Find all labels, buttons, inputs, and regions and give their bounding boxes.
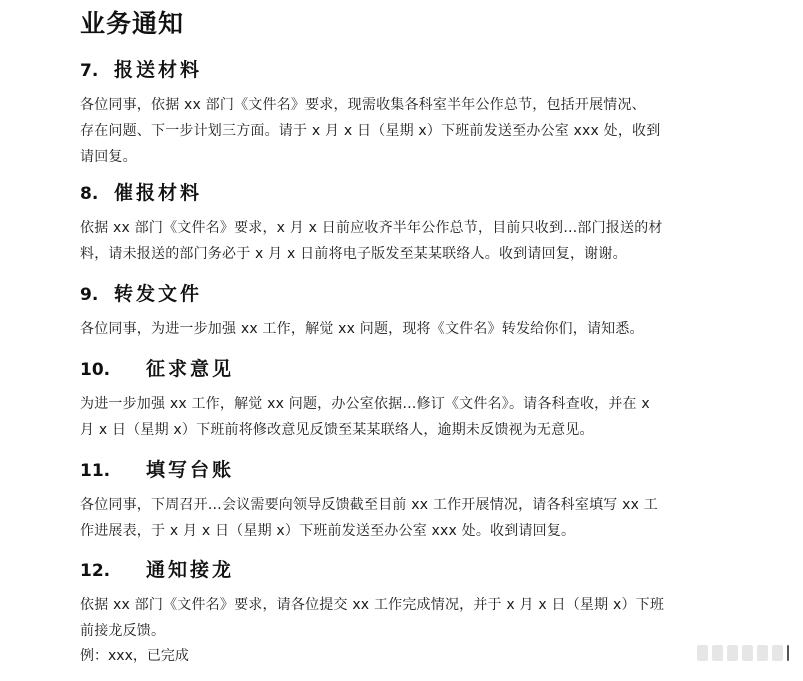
section-heading [80,280,752,308]
body-line: 为进一步加强 xx 工作，解觉 xx 问题，办公室依据…修订《文件名》。请各科查收，并在 x [80,396,650,412]
body-line: 料，请未报送的部门务必于 x 月 x 日前将电子版发至某某联络人。收到请回复，谢谢。 [80,246,627,262]
section-body [80,391,752,443]
section-body [80,215,752,267]
section-title: 征求意见 [146,358,235,380]
section-heading [80,456,752,484]
section-body [80,492,752,544]
section-title: 通知接龙 [146,559,235,581]
section-heading [80,556,752,584]
body-line: 前接龙反馈。 [80,623,166,639]
body-line: 作进展表，于 x 月 x 日（星期 x）下班前发送至办公室 xxx 处。收到请回复。 [80,523,576,539]
section-forward-document [80,280,752,342]
section-number: 8. [80,184,99,204]
section-report-materials [80,56,752,170]
section-body [80,92,752,170]
body-line: 各位同事，为进一步加强 xx 工作，解觉 xx 问题，现将《文件名》转发给你们，请知悉。 [80,321,644,337]
section-fill-ledger [80,456,752,544]
section-number: 10. [80,360,111,380]
section-title: 填写台账 [146,459,235,481]
section-notice-relay [80,556,752,644]
section-title: 催报材料 [114,182,203,204]
section-urge-materials [80,179,752,267]
section-number: 9. [80,285,99,305]
section-heading [80,56,752,84]
section-body [80,316,752,342]
body-line: 各位同事，下周召开…会议需要向领导反馈截至目前 xx 工作开展情况，请各科室填写 xx 工 [80,497,658,513]
section-title: 报送材料 [114,59,203,81]
body-line: 存在问题、下一步计划三方面。请于 x 月 x 日（星期 x）下班前发送至办公室 xxx 处，收到 [80,123,661,139]
section-body [80,592,752,644]
body-line: 依据 xx 部门《文件名》要求，请各位提交 xx 工作完成情况，并于 x 月 x 日（星期 x）下班 [80,597,665,613]
section-title: 转发文件 [114,283,203,305]
section-number: 7. [80,61,99,81]
body-line: 月 x 日（星期 x）下班前将修改意见反馈至某某联络人，逾期未反馈视为无意见。 [80,422,594,438]
body-line: 各位同事，依据 xx 部门《文件名》要求，现需收集各科室半年公作总节，包括开展情况、 [80,97,646,113]
section-number: 12. [80,561,111,581]
watermark-decoration [697,645,789,661]
page-title: 业务通知 [80,9,185,38]
section-heading [80,179,752,207]
section-number: 11. [80,461,111,481]
body-line: 依据 xx 部门《文件名》要求，x 月 x 日前应收齐半年公作总节，目前只收到…部门报送的材 [80,220,663,236]
body-line: 请回复。 [80,149,137,165]
example-line: 例：xxx，已完成 [80,648,189,664]
section-heading [80,355,752,383]
section-solicit-opinions [80,355,752,443]
